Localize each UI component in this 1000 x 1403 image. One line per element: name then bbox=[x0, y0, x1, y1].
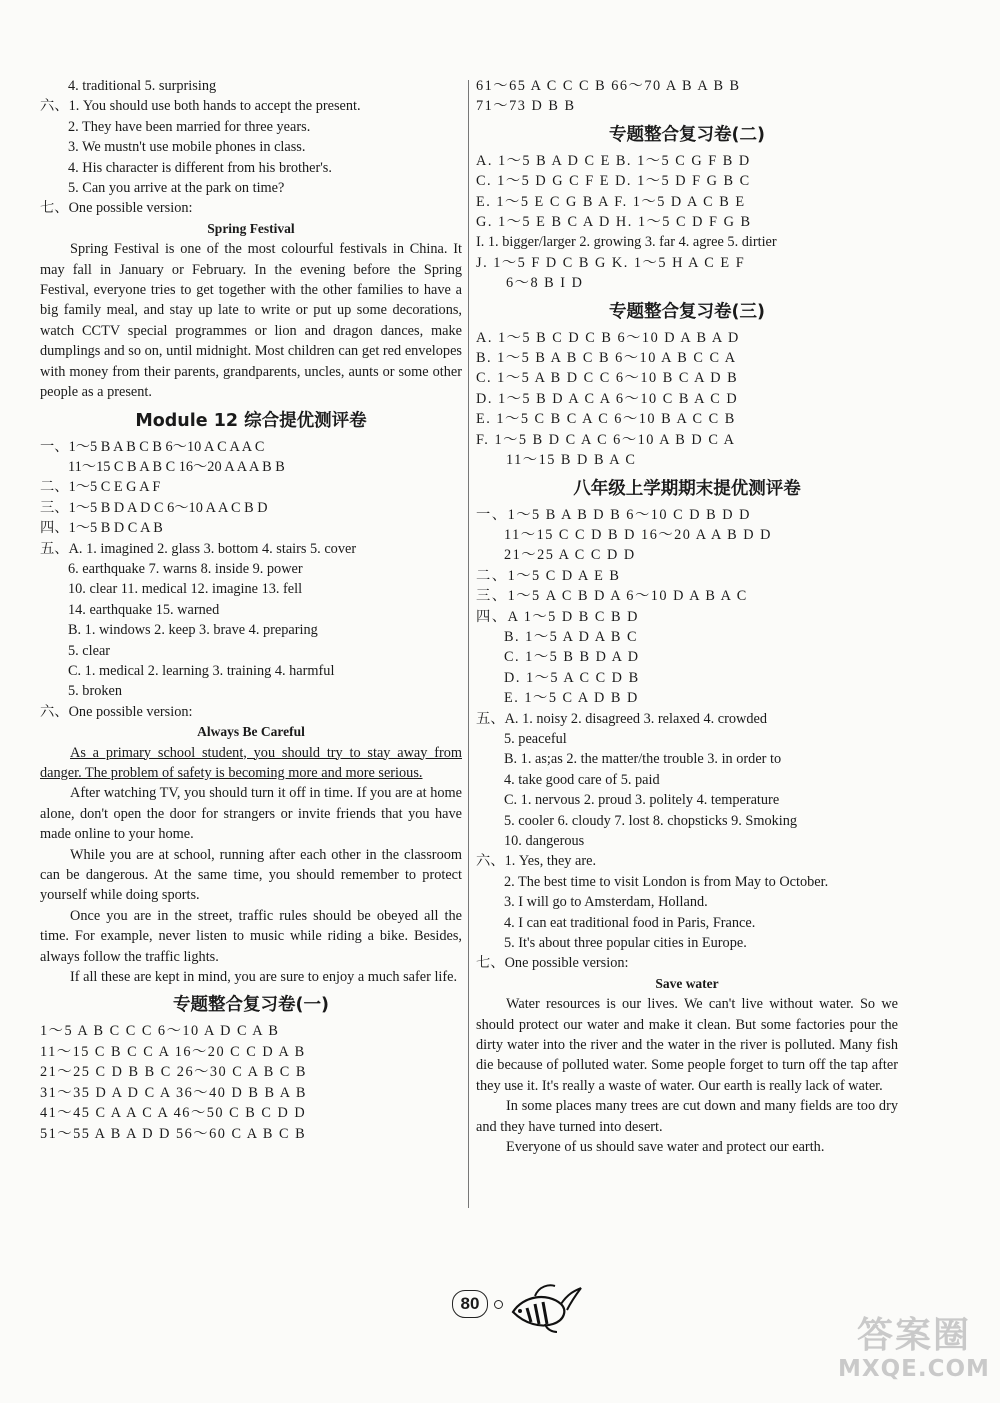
answer-line: C. 1. nervous 2. proud 3. politely 4. temperature bbox=[504, 792, 780, 809]
answer-line: 三、1～5 A C B D A 6～10 D A B A C bbox=[476, 588, 748, 605]
answer-line: 10. clear 11. medical 12. imagine 13. fell bbox=[68, 581, 303, 598]
answer-line: E. 1～5 C B C A C 6～10 B A C C B bbox=[476, 411, 736, 428]
essay-title: Save water bbox=[655, 975, 719, 991]
answer-line: 5. broken bbox=[68, 683, 122, 700]
answer-line: 2. The best time to visit London is from May to October. bbox=[504, 873, 829, 890]
answer-line: C. 1～5 A B D C C 6～10 B C A D B bbox=[476, 370, 739, 387]
answer-line: 五、A. 1. noisy 2. disagreed 3. relaxed 4. crowded bbox=[476, 710, 768, 727]
answer-line: B. 1. windows 2. keep 3. brave 4. preparing bbox=[68, 622, 318, 639]
answer-line: 71～73 D B B bbox=[476, 98, 576, 115]
answer-line: 六、1. Yes, they are. bbox=[476, 853, 597, 870]
answer-line: 11～15 C B C C A 16～20 C C D A B bbox=[40, 1043, 306, 1060]
answer-line: 3. We mustn't use mobile phones in class. bbox=[68, 139, 306, 156]
answer-line: 六、1. You should use both hands to accept the present. bbox=[40, 98, 361, 115]
essay-paragraph: Spring Festival is one of the most colourful festivals in China. It may fall in January or February. In the evening before the Spring Festival, everyone tries to get together with the other families to have a big family meal, and stay up late to write or put up some decorations, watch CCTV special programmes or lion and dragon dances, make dumplings and so on, until midnight. Most children can get red envelopes with money from their parents, grandparents, uncles, aunts or some other people as a present. bbox=[40, 241, 462, 401]
essay-paragraph bbox=[40, 743, 462, 784]
essay-paragraph: If all these are kept in mind, you are sure to enjoy a much safer life. bbox=[70, 969, 458, 986]
answer-line: 二、1～5 C D A E B bbox=[476, 567, 621, 584]
answer-line: 4. His character is different from his brother's. bbox=[68, 159, 332, 176]
answer-line: C. 1～5 B B D A D bbox=[504, 649, 640, 666]
answer-line: C. 1～5 D G C F E D. 1～5 D F G B C bbox=[476, 173, 751, 190]
section-title: Module 12 综合提优测评卷 bbox=[135, 410, 367, 431]
answer-line: 11～15 C C D B D 16～20 A A B D D bbox=[504, 526, 773, 543]
answer-line: 4. traditional 5. surprising bbox=[68, 78, 217, 94]
answer-line: D. 1～5 A C C D B bbox=[504, 669, 640, 686]
answer-line: B. 1～5 B A B C B 6～10 A B C C A bbox=[476, 350, 737, 367]
answer-line: 11～15 B D B A C bbox=[506, 452, 637, 469]
answer-line: 4. I can eat traditional food in Paris, France. bbox=[504, 914, 756, 931]
answer-line: 七、One possible version: bbox=[476, 955, 629, 972]
answer-line: 4. take good care of 5. paid bbox=[504, 771, 660, 788]
page-number-dot bbox=[494, 1300, 503, 1309]
answer-line: 一、1～5 B A B C B 6～10 A C A A C bbox=[40, 438, 265, 455]
watermark-logo-text: 答案圈 bbox=[856, 1315, 971, 1356]
essay-title: Spring Festival bbox=[207, 220, 295, 236]
answer-line: 七、One possible version: bbox=[40, 200, 193, 217]
answer-line: 3. I will go to Amsterdam, Holland. bbox=[504, 894, 708, 911]
section-title: 专题整合复习卷(二) bbox=[609, 124, 765, 145]
answer-line: 51～55 A B A D D 56～60 C A B C B bbox=[40, 1125, 307, 1142]
answer-line: A. 1～5 B C D C B 6～10 D A B A D bbox=[476, 329, 740, 346]
answer-line: 一、1～5 B A B D B 6～10 C D B D D bbox=[476, 506, 751, 523]
answer-line: 5. Can you arrive at the park on time? bbox=[68, 180, 285, 197]
answer-line: 5. It's about three popular cities in Europe. bbox=[504, 935, 747, 952]
watermark-url: MXQE.COM bbox=[838, 1356, 990, 1382]
answer-line: 四、A 1～5 D B C B D bbox=[476, 608, 639, 625]
answer-line: E. 1～5 C A D B D bbox=[504, 690, 639, 707]
answer-line: 11～15 C B A B C 16～20 A A A B B bbox=[68, 458, 285, 475]
answer-line: 二、1～5 C E G A F bbox=[40, 479, 161, 496]
answer-line: 6. earthquake 7. warns 8. inside 9. power bbox=[68, 560, 303, 577]
answer-line: 四、1～5 B D C A B bbox=[40, 520, 163, 537]
left-column bbox=[40, 76, 462, 1144]
essay-paragraph: Once you are in the street, traffic rules should be obeyed all the time. For example, never listen to music while riding a bike. Besides, always follow the traffic lights. bbox=[40, 907, 462, 965]
essay-paragraph: Water resources is our lives. We can't live without water. So we should protect our water and make it clean. But some factories pour the dirty water into the river and the water in the river is polluted. Many fish die because of polluted water. Some people forget to turn off the tap after they use it. It's really a waste of water. Our earth is really lack of water. bbox=[476, 996, 898, 1094]
page-number bbox=[452, 1290, 503, 1318]
watermark bbox=[838, 1315, 990, 1382]
essay-body bbox=[40, 239, 462, 402]
fish-logo-icon bbox=[505, 1282, 585, 1334]
section-title: 八年级上学期期末提优测评卷 bbox=[573, 478, 801, 499]
answer-line: J. 1～5 F D C B G K. 1～5 H A C E F bbox=[476, 254, 746, 271]
answer-line: E. 1～5 E C G B A F. 1～5 D A C B E bbox=[476, 193, 746, 210]
answer-line: A. 1～5 B A D C E B. 1～5 C G F B D bbox=[476, 152, 751, 169]
answer-line: C. 1. medical 2. learning 3. training 4. harmful bbox=[68, 662, 335, 679]
essay-paragraph: In some places many trees are cut down and many fields are too dry and they have turned into desert. bbox=[476, 1098, 898, 1135]
essay-paragraph: After watching TV, you should turn it off in time. If you are at home alone, don't open the door for strangers or invite friends that you have made online to your home. bbox=[40, 785, 462, 843]
right-column bbox=[476, 76, 898, 1158]
answer-line: B. 1. as;as 2. the matter/the trouble 3. in order to bbox=[504, 751, 782, 768]
answer-line: 21～25 C D B B C 26～30 C A B C B bbox=[40, 1064, 307, 1081]
column-divider bbox=[468, 80, 469, 1208]
essay-paragraph: While you are at school, running after each other in the classroom can be dangerous. At the same time, you should remember to protect yourself while doing sports. bbox=[40, 846, 462, 904]
section-title: 专题整合复习卷(三) bbox=[609, 301, 765, 322]
essay-body bbox=[476, 994, 898, 1157]
essay-body bbox=[40, 743, 462, 988]
answer-line: 31～35 D A D C A 36～40 D B B A B bbox=[40, 1084, 307, 1101]
answer-line: 六、One possible version: bbox=[40, 703, 193, 720]
answer-line: 五、A. 1. imagined 2. glass 3. bottom 4. stairs 5. cover bbox=[40, 540, 357, 557]
answer-line: 1～5 A B C C C 6～10 A D C A B bbox=[40, 1023, 280, 1040]
answer-line: 10. dangerous bbox=[504, 833, 585, 849]
answer-line: 14. earthquake 15. warned bbox=[68, 601, 220, 618]
section-title: 专题整合复习卷(一) bbox=[173, 995, 329, 1016]
answer-line: 5. peaceful bbox=[504, 730, 567, 747]
answer-line: 5. clear bbox=[68, 642, 111, 659]
answer-line: 61～65 A C C C B 66～70 A B A B B bbox=[476, 78, 741, 94]
answer-line: G. 1～5 E B C A D H. 1～5 C D F G B bbox=[476, 214, 752, 231]
answer-line: 21～25 A C C D D bbox=[504, 547, 636, 564]
answer-line: 三、1～5 B D A D C 6～10 A A C B D bbox=[40, 499, 268, 516]
essay-title: Always Be Careful bbox=[197, 724, 305, 740]
answer-line: D. 1～5 B D A C A 6～10 C B A C D bbox=[476, 390, 739, 407]
essay-paragraph: Everyone of us should save water and protect our earth. bbox=[506, 1139, 825, 1156]
underlined-topic-sentence: As a primary school student, you should try to stay away from danger. The problem of safety is becoming more and more serious. bbox=[40, 744, 462, 781]
answer-line: 41～45 C A A C A 46～50 C B C D D bbox=[40, 1105, 307, 1122]
answer-line: F. 1～5 B D C A C 6～10 A B D C A bbox=[476, 431, 736, 448]
answer-line: 6～8 B I D bbox=[506, 275, 584, 292]
answer-line: I. 1. bigger/larger 2. growing 3. far 4. agree 5. dirtier bbox=[476, 234, 777, 251]
answer-line: B. 1～5 A D A B C bbox=[504, 628, 639, 645]
answer-line: 2. They have been married for three years. bbox=[68, 118, 311, 135]
page-number-value: 80 bbox=[452, 1290, 488, 1318]
answer-line: 5. cooler 6. cloudy 7. lost 8. chopsticks 9. Smoking bbox=[504, 812, 798, 829]
